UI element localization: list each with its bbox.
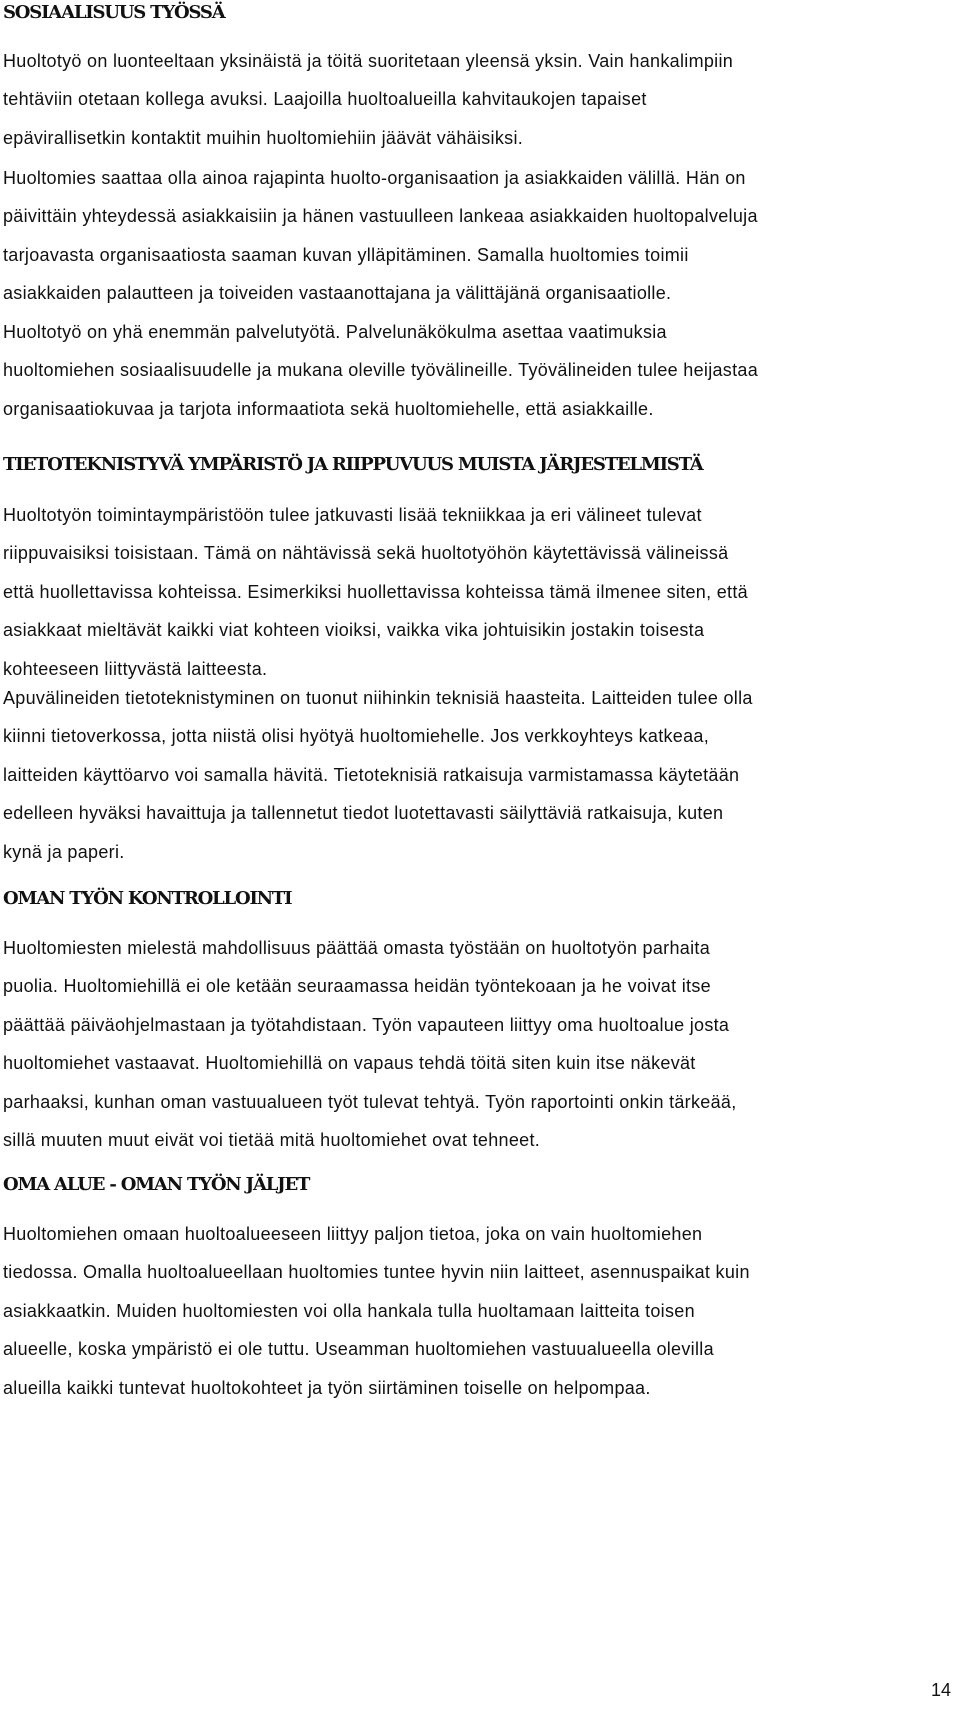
paragraph — [3, 929, 953, 1159]
text-line: tarjoavasta organisaatiosta saaman kuvan ylläpitäminen. Samalla huoltomies toimii — [3, 244, 689, 265]
section-heading-oman-tyon-kontrollointi: OMAN TYÖN KONTROLLOINTI — [3, 888, 292, 909]
text-line: päivittäin yhteydessä asiakkaisiin ja hänen vastuulleen lankeaa asiakkaiden huoltopalveluja — [3, 206, 758, 227]
text-line: Huoltotyön toimintaympäristöön tulee jatkuvasti lisää tekniikkaa ja eri välineet tulevat — [3, 505, 702, 525]
paragraph — [3, 159, 953, 313]
text-line: kohteeseen liittyvästä laitteesta. — [3, 658, 268, 679]
text-line: että huollettavissa kohteissa. Esimerkiksi huollettavissa kohteissa tämä ilmenee siten, että — [3, 581, 748, 602]
paragraph — [3, 1215, 953, 1407]
text-line: Huoltotyö on luonteeltaan yksinäistä ja töitä suoritetaan yleensä yksin. Vain hankalimpiin — [3, 51, 734, 71]
text-line: asiakkaiden palautteen ja toiveiden vastaanottajana ja välittäjänä organisaatiolle. — [3, 283, 672, 304]
text-line: organisaatiokuvaa ja tarjota informaatiota sekä huoltomiehelle, että asiakkaille. — [3, 398, 654, 419]
text-line: parhaaksi, kunhan oman vastuualueen työt tulevat tehtyä. Työn raportointi onkin tärkeää, — [3, 1091, 737, 1112]
section-heading-oma-alue: OMA ALUE - OMAN TYÖN JÄLJET — [3, 1174, 310, 1195]
text-line: epävirallisetkin kontaktit muihin huoltomiehiin jäävät vähäisiksi. — [3, 127, 524, 148]
text-line: laitteiden käyttöarvo voi samalla hävitä. Tietoteknisiä ratkaisuja varmistamassa käytetään — [3, 764, 740, 785]
text-line: Huoltomies saattaa olla ainoa rajapinta huolto-organisaation ja asiakkaiden välillä. Hän on — [3, 168, 746, 188]
text-line: huoltomiehen sosiaalisuudelle ja mukana oleville työvälineille. Työvälineiden tulee heijastaa — [3, 360, 759, 381]
text-line: edelleen hyväksi havaittuja ja tallennetut tiedot luotettavasti säilyttäviä ratkaisuja, kuten — [3, 803, 724, 824]
text-line: tiedossa. Omalla huoltoalueellaan huoltomies tuntee hyvin niin laitteet, asennuspaikat kuin — [3, 1262, 750, 1283]
text-line: päättää päiväohjelmastaan ja työtahdistaan. Työn vapauteen liittyy oma huoltoalue josta — [3, 1014, 730, 1035]
text-line: Huoltomiehen omaan huoltoalueeseen liittyy paljon tietoa, joka on vain huoltomiehen — [3, 1224, 703, 1244]
text-line: Huoltotyö on yhä enemmän palvelutyötä. Palvelunäkökulma asettaa vaatimuksia — [3, 322, 667, 342]
text-line: asiakkaat mieltävät kaikki viat kohteen vioiksi, vaikka vika johtuisikin jostakin toisesta — [3, 620, 705, 641]
text-line: riippuvaisiksi toisistaan. Tämä on nähtävissä sekä huoltotyöhön käytettävissä välineissä — [3, 543, 729, 564]
text-line: sillä muuten muut eivät voi tietää mitä huoltomiehet ovat tehneet. — [3, 1130, 541, 1151]
text-line: asiakkaatkin. Muiden huoltomiesten voi olla hankala tulla huoltamaan laitteita toisen — [3, 1300, 695, 1321]
paragraph — [3, 313, 953, 428]
page-number: 14 — [930, 1680, 951, 1700]
section-heading-tietoteknistyva: TIETOTEKNISTYVÄ YMPÄRISTÖ JA RIIPPUVUUS MUISTA JÄRJESTELMISTÄ — [3, 454, 703, 475]
paragraph — [3, 679, 953, 871]
text-line: huoltomiehet vastaavat. Huoltomiehillä on vapaus tehdä töitä siten kuin itse näkevät — [3, 1053, 696, 1074]
text-line: alueelle, koska ympäristö ei ole tuttu. Useamman huoltomiehen vastuualueella olevilla — [3, 1339, 714, 1360]
text-line: Apuvälineiden tietoteknistyminen on tuonut niihinkin teknisiä haasteita. Laitteiden tulee olla — [3, 688, 753, 708]
text-line: tehtäviin otetaan kollega avuksi. Laajoilla huoltoalueilla kahvitaukojen tapaiset — [3, 89, 647, 110]
section-heading-sosiaalisuus: SOSIAALISUUS TYÖSSÄ — [3, 2, 225, 23]
paragraph — [3, 42, 953, 157]
paragraph — [3, 496, 953, 688]
text-line: alueilla kaikki tuntevat huoltokohteet ja työn siirtäminen toiselle on helpompaa. — [3, 1377, 651, 1398]
text-line: kynä ja paperi. — [3, 841, 125, 862]
text-line: Huoltomiesten mielestä mahdollisuus päättää omasta työstään on huoltotyön parhaita — [3, 938, 711, 958]
text-line: kiinni tietoverkossa, jotta niistä olisi hyötyä huoltomiehelle. Jos verkkoyhteys katkeaa, — [3, 726, 710, 747]
text-line: puolia. Huoltomiehillä ei ole ketään seuraamassa heidän työntekoaan ja he voivat itse — [3, 976, 711, 997]
